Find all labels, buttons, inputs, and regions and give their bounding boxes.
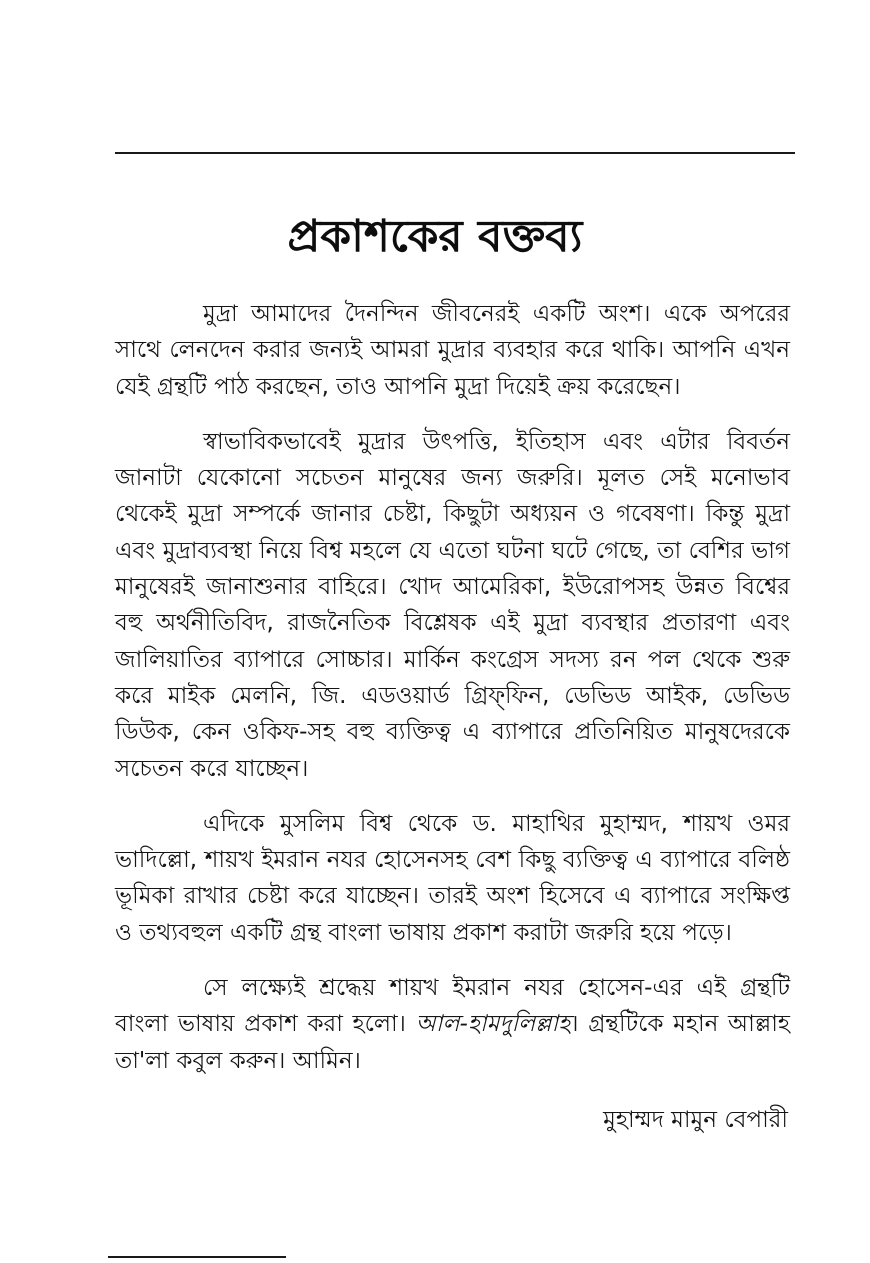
paragraph-4-lead: সে লক্ষ্যেই শ্রদ্ধেয় শায়খ ইমরান নযর হোসেন-এর এই গ্রন্থটি বাংলা ভাষায় প্রকাশ করা হলো।	[115, 975, 790, 1038]
paragraph-4-italic-phrase: আল-হামদুলিল্লাহ	[415, 1011, 571, 1038]
paragraph-4	[115, 970, 790, 1079]
page-title: প্রকাশকের বক্তব্য	[287, 211, 583, 263]
paragraph-1: মুদ্রা আমাদের দৈনন্দিন জীবনেরই একটি অংশ। একে অপরের সাথে লেনদেন করার জন্যই আমরা মুদ্রার ব্যবহার করে থাকি। আপনি এখন যেই গ্রন্থটি পাঠ করছেন, তাও আপনি মুদ্রা দিয়েই ক্রয় করেছেন।	[115, 301, 790, 400]
paragraph-3: এদিকে মুসলিম বিশ্ব থেকে ড. মাহাথির মুহাম্মদ, শায়খ ওমর ভাদিল্লো, শায়খ ইমরান নযর হোসেনসহ বেশ কিছু ব্যক্তিত্ব এ ব্যাপারে বলিষ্ঠ ভূমিকা রাখার চেষ্টা করে যাচ্ছেন। তারই অংশ হিসেবে এ ব্যাপারে সংক্ষিপ্ত ও তথ্যবহুল একটি গ্রন্থ বাংলা ভাষায় প্রকাশ করাটা জরুরি হয়ে পড়ে।	[115, 810, 790, 946]
top-rule	[115, 152, 795, 154]
author-signature: মুহাম্মদ মামুন বেপারী	[603, 1107, 788, 1133]
bottom-rule	[108, 1256, 286, 1258]
paragraph-4-tail: । গ্রন্থটিকে মহান আল্লাহ তা'লা কবুল করুন। আমিন।	[115, 1011, 790, 1074]
paragraph-2: স্বাভাবিকভাবেই মুদ্রার উৎপত্তি, ইতিহাস এবং এটার বিবর্তন জানাটা যেকোনো সচেতন মানুষের জন্য জরুরি। মূলত সেই মনোভাব থেকেই মুদ্রা সম্পর্কে জানার চেষ্টা, কিছুটা অধ্যয়ন ও গবেষণা। কিন্তু মুদ্রা এবং মুদ্রাব্যবস্থা নিয়ে বিশ্ব মহলে যে এতো ঘটনা ঘটে গেছে, তা বেশির ভাগ মানুষেরই জানাশুনার বাহিরে। খোদ আমেরিকা, ইউরোপসহ উন্নত বিশ্বের বহু অর্থনীতিবিদ, রাজনৈতিক বিশ্লেষক এই মুদ্রা ব্যবস্থার প্রতারণা এবং জালিয়াতির ব্যাপারে সোচ্চার। মার্কিন কংগ্রেস সদস্য রন পল থেকে শুরু করে মাইক মেলনি, জি. এডওয়ার্ড গ্রিফ্‌ফিন, ডেভিড আইক, ডেভিড ডিউক, কেন ওকিফ-সহ বহু ব্যক্তিত্ব এ ব্যাপারে প্রতিনিয়িত মানুষদেরকে সচেতন করে যাচ্ছেন।	[115, 428, 790, 782]
body-text	[115, 296, 790, 1079]
